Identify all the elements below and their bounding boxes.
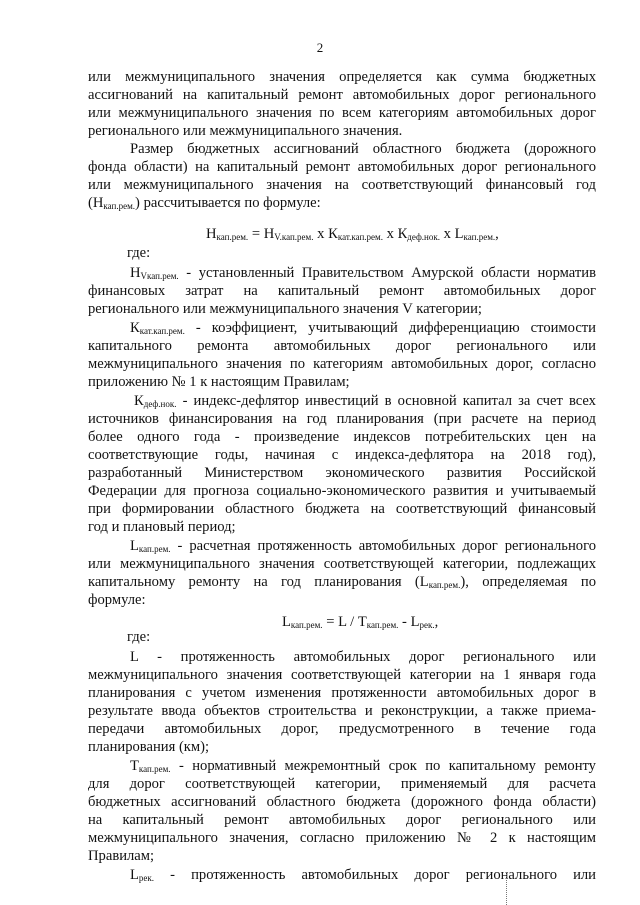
definition-line: $L_{кап.рем.}$ - расчетная протяженность автомобильных дорог регионального	[130, 538, 596, 554]
text-line: результате ввода объектов строительства и реконструкции, а также приема-	[88, 703, 596, 719]
text-line: или межмуниципального значения определяется как сумма бюджетных	[88, 69, 596, 85]
text-line: при формировании областного бюджета на соответствующий финансовый	[88, 501, 596, 517]
symbol: Н	[92, 195, 104, 211]
text-line: год и плановый период;	[88, 519, 236, 535]
text-line: межмуниципального значения, согласно приложению № 2 к настоящим	[88, 830, 596, 846]
text-line: или межмуниципального значения на соответствующий финансовый год	[88, 177, 596, 193]
formula-length: $L_{кап.рем.} = L / Т_{кап.рем.} - L_{рек.}$,	[282, 614, 439, 630]
text-line: Правилам;	[88, 848, 155, 864]
text-line: или межмуниципального значения по всем категориям автомобильных дорог	[88, 105, 596, 121]
text-line: Размер бюджетных ассигнований областного бюджета (дорожного	[130, 141, 596, 157]
text-line: капитального ремонта автомобильных дорог регионального или	[88, 338, 596, 354]
text-line: формуле:	[88, 592, 146, 608]
text-line: источников финансирования на год планирования (при расчете на период	[88, 411, 596, 427]
text-line: передачи автомобильных дорог, предусмотренного в течение года	[88, 721, 596, 737]
text-line	[88, 194, 596, 215]
text-line: межмуниципального значения соответствующей категории на 1 января года	[88, 667, 596, 683]
text-line: более одного года - произведение индексов потребительских цен на	[88, 429, 596, 445]
text-line: планирования (км);	[88, 739, 210, 755]
text-line: фонда области) на капитальный ремонт автомобильных дорог регионального	[88, 159, 596, 175]
definition-line: $Т_{кап.рем.}$ - нормативный межремонтный срок по капитальному ремонту	[130, 758, 596, 774]
text-line: соответствующие годы, начиная с индекса-дефлятора на 2018 год),	[88, 447, 596, 463]
text-line: приложению № 1 к настоящим Правилам;	[88, 374, 350, 390]
paren: )	[135, 195, 140, 211]
text-line: капитальному ремонту на год планирования $(L_{кап.рем.})$, определяемая по	[88, 574, 596, 590]
scan-edge-mark	[506, 872, 508, 905]
definition-line: $К_{кат.кап.рем.}$ - коэффициент, учитывающий дифференциацию стоимости	[130, 320, 596, 336]
definition-line: $Н_{Vкап.рем.}$ - установленный Правительством Амурской области норматив	[130, 265, 596, 281]
text-line: на капитальный ремонт автомобильных дорог регионального или	[88, 812, 596, 828]
definition-line: L - протяженность автомобильных дорог регионального или	[130, 649, 596, 665]
subscript: кап.рем.	[103, 201, 136, 211]
text-line: Федерации для прогноза социально-экономического развития и учитываемый	[88, 483, 596, 499]
text-line: где:	[127, 629, 151, 645]
text-line: ассигнований на капитальный ремонт автомобильных дорог регионального	[88, 87, 596, 103]
text-line: для дорог соответствующей категории, применяемый для расчета	[88, 776, 596, 792]
page-number: 2	[316, 40, 324, 55]
text-line: или межмуниципального значения соответствующей категории, подлежащих	[88, 556, 596, 572]
text-fragment: рассчитывается по формуле:	[143, 195, 321, 211]
text-line: бюджетных ассигнований областного бюджета (дорожного фонда области)	[88, 794, 596, 810]
formula-main: $Н_{кап.рем.} = Н_{V.кап.рем.}$ х $К_{кат.кап.рем.}$ х $К_{деф.нок.}$ х $L_{кап.рем.}$,	[206, 226, 499, 242]
text-line: регионального или межмуниципального значения V категории;	[88, 301, 482, 317]
text-line: финансовых затрат на капитальный ремонт автомобильных дорог	[88, 283, 596, 299]
paren: (	[88, 195, 93, 211]
text-line: планирования с учетом изменения протяженности автомобильных дорог в	[88, 685, 596, 701]
text-line: регионального или межмуниципального значения.	[88, 123, 403, 139]
text-line: разработанный Министерством экономического развития Российской	[88, 465, 596, 481]
definition-line: $К_{деф.нок.}$ - индекс-дефлятор инвестиций в основной капитал за счет всех	[134, 393, 596, 409]
definition-line: $L_{рек.}$ - протяженность автомобильных дорог регионального или	[130, 867, 596, 883]
text-line: где:	[127, 245, 151, 261]
text-line: межмуниципального значения по категориям автомобильных дорог, согласно	[88, 356, 596, 372]
